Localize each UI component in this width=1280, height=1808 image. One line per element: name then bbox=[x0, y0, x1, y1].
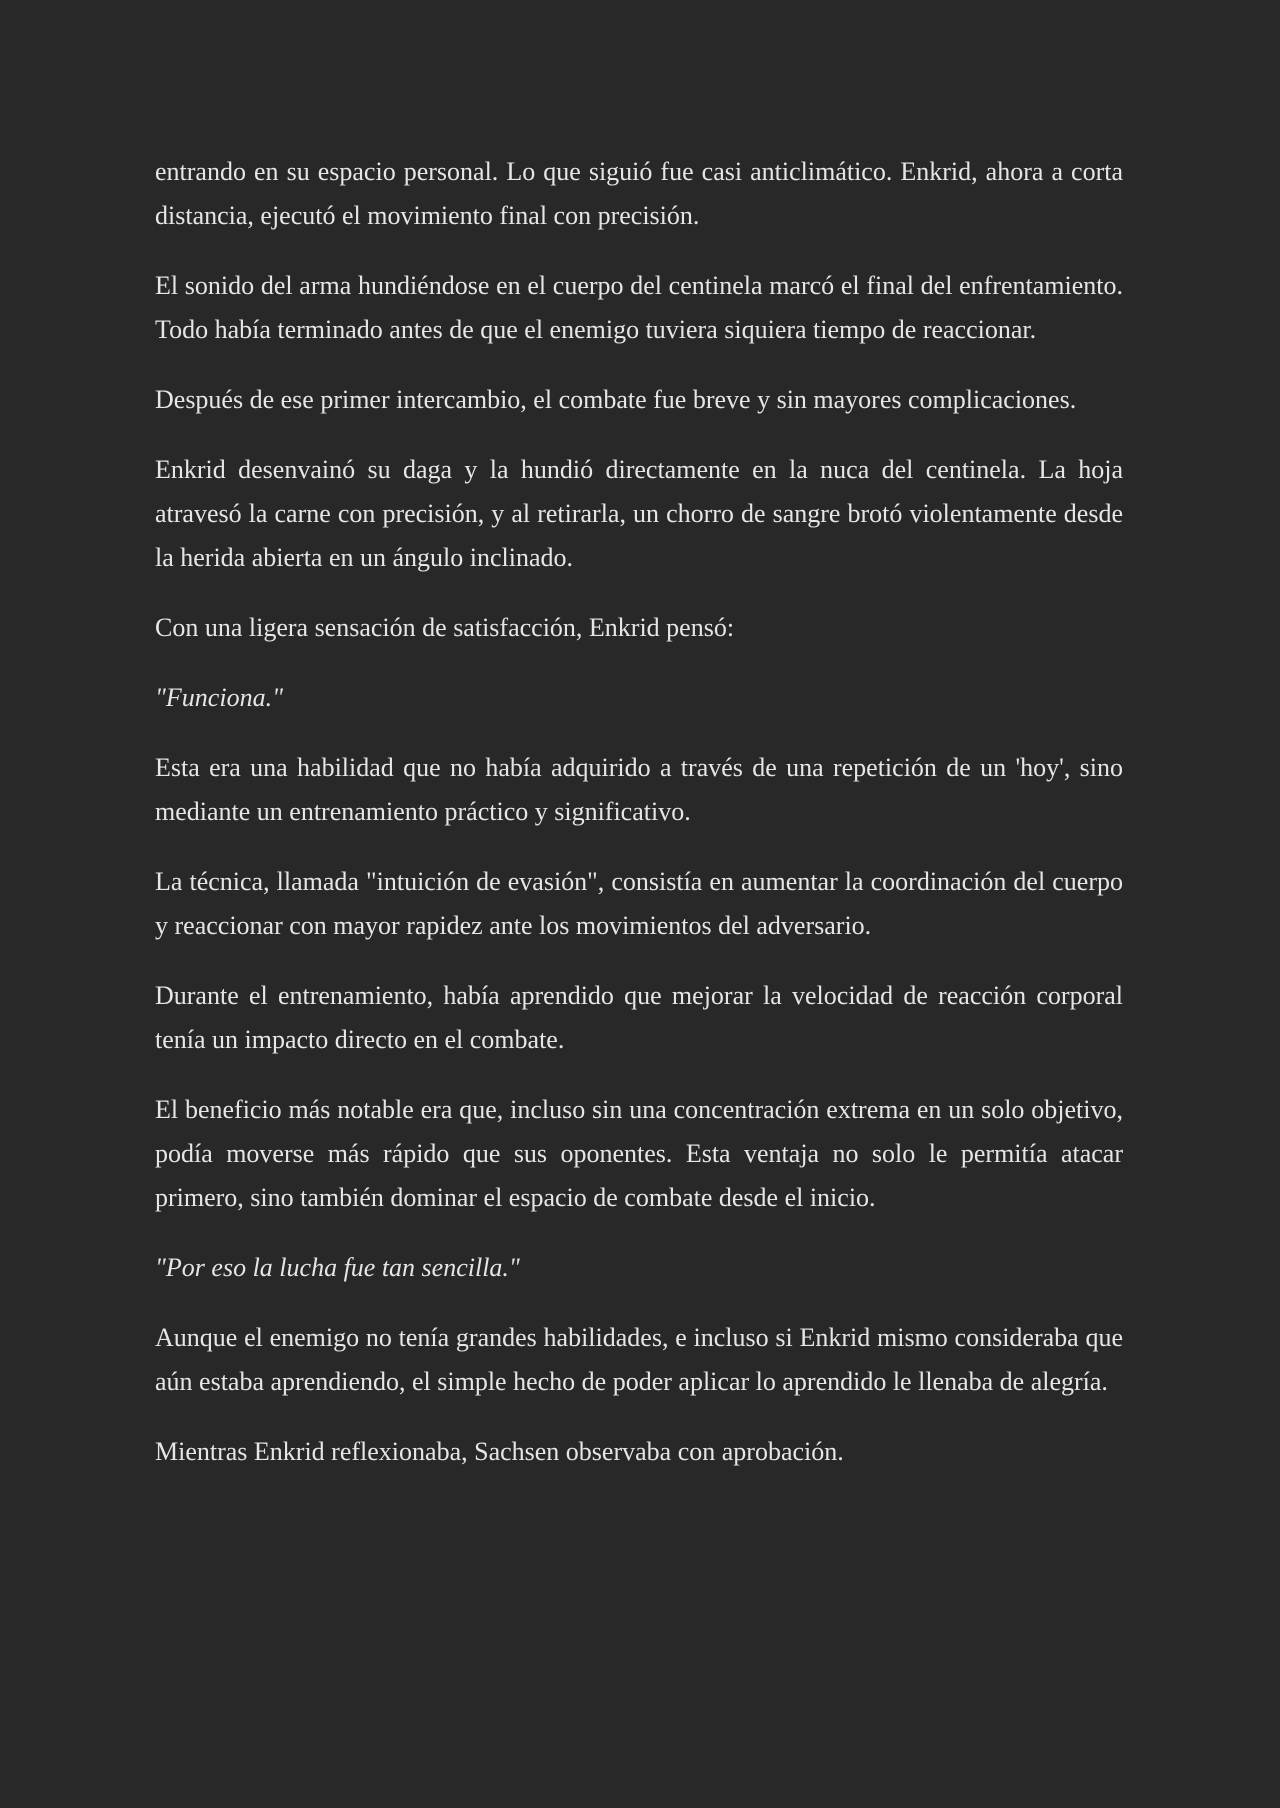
paragraph: Esta era una habilidad que no había adquirido a través de una repetición de un 'hoy', sino mediante un entrenamiento práctico y significativo. bbox=[155, 753, 1123, 826]
paragraph: Aunque el enemigo no tenía grandes habilidades, e incluso si Enkrid mismo consideraba que aún estaba aprendiendo, el simple hecho de poder aplicar lo aprendido le llenaba de alegría. bbox=[155, 1323, 1123, 1396]
paragraph: Mientras Enkrid reflexionaba, Sachsen observaba con aprobación. bbox=[155, 1437, 844, 1466]
paragraph: Enkrid desenvainó su daga y la hundió directamente en la nuca del centinela. La hoja atravesó la carne con precisión, y al retirarla, un chorro de sangre brotó violentamente desde la herida abierta en un ángulo inclinado. bbox=[155, 455, 1123, 572]
paragraph: El beneficio más notable era que, incluso sin una concentración extrema en un solo objetivo, podía moverse más rápido que sus oponentes. Esta ventaja no solo le permitía atacar primero, sino también dominar el espacio de combate desde el inicio. bbox=[155, 1095, 1123, 1212]
paragraph: entrando en su espacio personal. Lo que siguió fue casi anticlimático. Enkrid, ahora a corta distancia, ejecutó el movimiento final con precisión. bbox=[155, 157, 1123, 230]
thought-paragraph: "Funciona." bbox=[155, 683, 283, 712]
paragraph: Con una ligera sensación de satisfacción, Enkrid pensó: bbox=[155, 613, 735, 642]
paragraph: Después de ese primer intercambio, el combate fue breve y sin mayores complicaciones. bbox=[155, 385, 1077, 414]
paragraph: La técnica, llamada "intuición de evasión", consistía en aumentar la coordinación del cuerpo y reaccionar con mayor rapidez ante los movimientos del adversario. bbox=[155, 867, 1123, 940]
paragraph: El sonido del arma hundiéndose en el cuerpo del centinela marcó el final del enfrentamiento. Todo había terminado antes de que el enemigo tuviera siquiera tiempo de reaccionar. bbox=[155, 271, 1123, 344]
reader-page bbox=[155, 150, 1123, 1500]
paragraph: Durante el entrenamiento, había aprendido que mejorar la velocidad de reacción corporal tenía un impacto directo en el combate. bbox=[155, 981, 1123, 1054]
thought-paragraph: "Por eso la lucha fue tan sencilla." bbox=[155, 1253, 520, 1282]
